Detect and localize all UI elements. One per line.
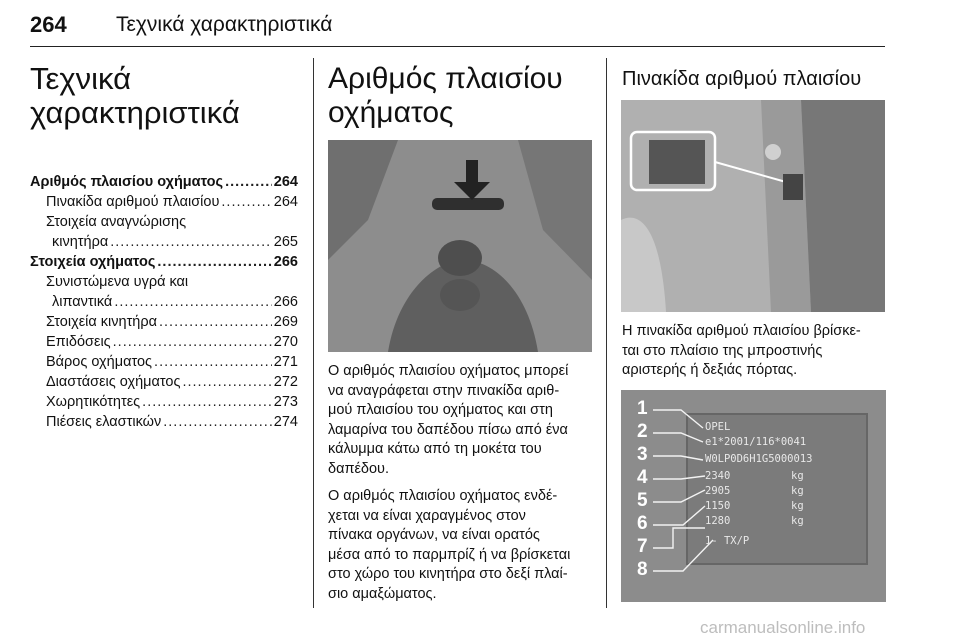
toc-entry-performance[interactable]: Επιδόσεις ..... 270 [30, 332, 298, 352]
gear-shifter-illustration [328, 140, 592, 352]
toc-entry-dimensions[interactable]: Διαστάσεις οχήματος ..... 272 [30, 372, 298, 392]
plate-unit-4: kg [791, 515, 804, 527]
callout-5: 5 [637, 490, 648, 511]
plate-train-weight: 2905 [705, 485, 731, 497]
plate-paint-code: 1- TX/P [705, 535, 750, 547]
page-number: 264 [30, 12, 67, 37]
toc-entry-vin[interactable]: Αριθμός πλαισίου οχήματος ..... 264 [30, 172, 298, 192]
column-divider-1 [313, 58, 314, 608]
vin-plate-diagram [621, 390, 886, 602]
callout-1: 1 [637, 398, 648, 419]
column-divider-2 [606, 58, 607, 608]
vin-plate-description: Η πινακίδα αριθμού πλαισίου βρίσκε- ται στο πλαίσιο της μπροστινής αριστερής ή δεξιάς πόρτας. [622, 323, 861, 378]
chapter-title: Τεχνικά χαρακτηριστικά [30, 61, 240, 130]
watermark: carmanualsonline.info [700, 618, 866, 637]
toc-entry-engine-id-line1[interactable]: Στοιχεία αναγνώρισης [46, 214, 187, 230]
plate-front-axle: 1150 [705, 500, 731, 512]
section-title-vin-plate: Πινακίδα αριθμού πλαισίου [622, 68, 862, 90]
plate-rear-axle: 1280 [705, 515, 731, 527]
callout-3: 3 [637, 444, 648, 465]
plate-unit-3: kg [791, 500, 804, 512]
vin-paragraph-1: Ο αριθμός πλαισίου οχήματος μπορεί να αναγράφεται στην πινακίδα αριθ- μού πλαισίου του οχήματος και στη λαμαρίνα του δαπέδου πίσω από ένα κάλυμμα κάτω από τη μοκέτα του δαπέδου. [328, 363, 569, 477]
callout-2: 2 [637, 421, 648, 442]
plate-brand: OPEL [705, 421, 731, 433]
toc-entry-fluids-line1[interactable]: Συνιστώμενα υγρά και [46, 274, 189, 290]
callout-4: 4 [637, 467, 648, 488]
vin-description [328, 362, 598, 612]
toc-entry-engine-id[interactable]: κινητήρα ..... 265 [30, 232, 298, 252]
toc-entry-tyre-pressure[interactable]: Πιέσεις ελαστικών ..... 274 [30, 412, 298, 432]
plate-unit-1: kg [791, 470, 804, 482]
section-title-vin: Αριθμός πλαισίου οχήματος [328, 62, 563, 129]
running-title: Τεχνικά χαρακτηριστικά [116, 13, 333, 36]
plate-vin: W0LP0D6H1G5000013 [705, 453, 813, 465]
toc-entry-fluids[interactable]: λιπαντικά ..... 266 [30, 292, 298, 312]
callout-lines [621, 390, 886, 602]
plate-approval-number: e1*2001/116*0041 [705, 436, 807, 448]
floor-vin-photo [328, 140, 592, 352]
table-of-contents [30, 172, 298, 432]
toc-entry-vehicle-data[interactable]: Στοιχεία οχήματος ..... 266 [30, 252, 298, 272]
toc-entry-weight[interactable]: Βάρος οχήματος ..... 271 [30, 352, 298, 372]
callout-8: 8 [637, 559, 648, 580]
callout-6: 6 [637, 513, 648, 534]
callout-7: 7 [637, 536, 648, 557]
vin-paragraph-2: Ο αριθμός πλαισίου οχήματος ενδέ- χεται να είναι χαραγμένος στον πίνακα οργάνων, να είναι ορατός μέσα από το παρμπρίζ ή να βρίσκεται στο χώρο του κινητήρα στο δεξί πλαί- σιο αμαξώματος. [328, 488, 571, 602]
toc-entry-engine-data[interactable]: Στοιχεία κινητήρα ..... 269 [30, 312, 298, 332]
plate-gross-weight: 2340 [705, 470, 731, 482]
door-frame-photo [621, 100, 885, 312]
toc-entry-vin-plate[interactable]: Πινακίδα αριθμού πλαισίου ..... 264 [30, 192, 298, 212]
page-header [30, 8, 885, 47]
toc-entry-capacities[interactable]: Χωρητικότητες ..... 273 [30, 392, 298, 412]
plate-unit-2: kg [791, 485, 804, 497]
door-pillar-illustration [621, 100, 885, 312]
